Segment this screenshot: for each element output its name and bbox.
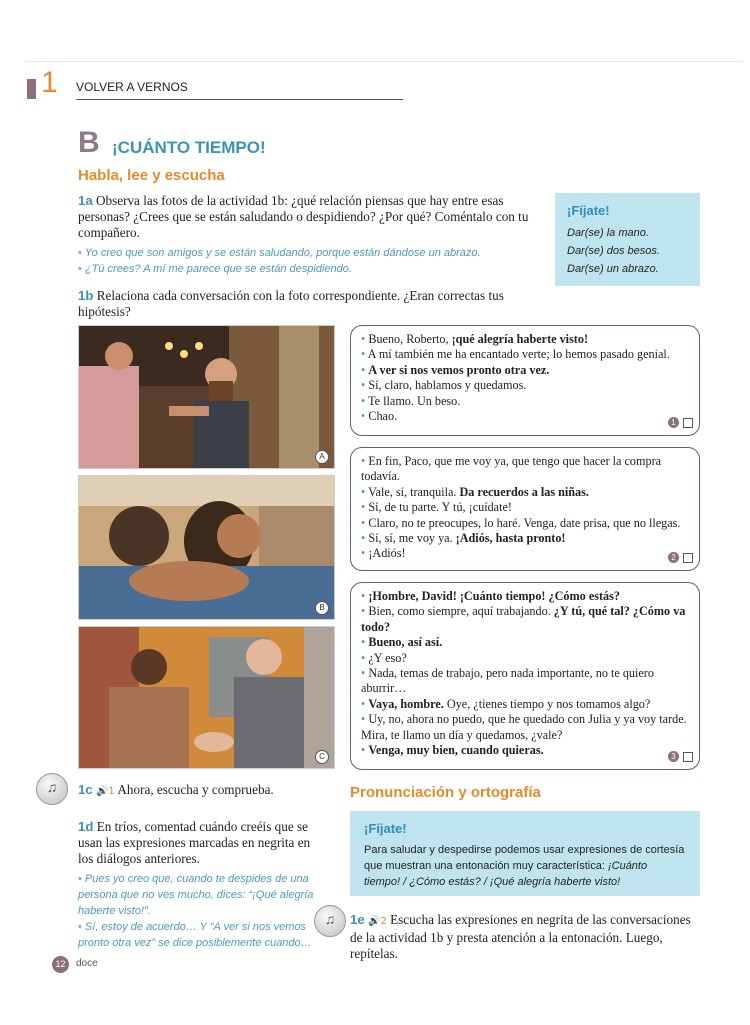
photo-c-image — [79, 627, 335, 769]
example-line: • Sí, estoy de acuerdo… Y “A ver si nos vemos pronto otra vez” se dice posiblemente cuando… — [78, 919, 328, 951]
dialog-answer — [668, 552, 693, 563]
dialog-line: • En fin, Paco, que me voy ya, que tengo que hacer la compra todavía. — [361, 454, 689, 485]
fijate-title: ¡Fíjate! — [364, 821, 407, 836]
dialog-answer — [668, 417, 693, 428]
dialog-3 — [350, 582, 700, 770]
exercise-number: 1a — [78, 193, 93, 208]
fijate-item: Dar(se) dos besos. — [567, 245, 660, 257]
track-number: 2 — [380, 916, 387, 927]
fijate-title: ¡Fíjate! — [567, 203, 610, 218]
page-word: doce — [76, 958, 98, 969]
dialog-line: • A mí también me ha encantado verte; lo hemos pasado genial. — [361, 347, 689, 362]
unit-title: VOLVER A VERNOS — [76, 80, 188, 94]
dialog-line: • A ver si nos vemos pronto otra vez. — [361, 363, 689, 378]
photo-label: B — [315, 601, 329, 615]
dialog-line: • Chao. — [361, 409, 689, 424]
exercise-number: 1c — [78, 782, 93, 797]
exercise-text: Relaciona cada conversación con la foto correspondiente. ¿Eran correctas tus hipótesis? — [78, 288, 504, 319]
dialog-line: • Te llamo. Un beso. — [361, 394, 689, 409]
audio-play-button-1e[interactable] — [314, 905, 346, 937]
dialog-number: 3 — [668, 751, 679, 762]
answer-checkbox[interactable] — [683, 752, 693, 762]
dialog-line: • Vale, sí, tranquila. Da recuerdos a las niñas. — [361, 485, 689, 500]
exercise-1c — [78, 782, 338, 800]
exercise-1d — [78, 819, 328, 867]
dialog-answer — [668, 751, 693, 762]
fijate-item: Dar(se) un abrazo. — [567, 263, 659, 275]
photo-label: C — [315, 750, 329, 764]
example-line: • Yo creo que son amigos y se están saludando, porque están dándose un abrazo. — [78, 245, 538, 261]
dialog-line: • Claro, no te preocupes, lo haré. Venga, date prisa, que no llegas. — [361, 516, 689, 531]
track-number: 1 — [108, 786, 115, 797]
example-list-1a — [78, 245, 538, 277]
dialog-line: • ¡Hombre, David! ¡Cuánto tiempo! ¿Cómo estás? — [361, 589, 689, 604]
answer-checkbox[interactable] — [683, 553, 693, 563]
example-line: • ¿Tú crees? A mí me parece que se están despidiendo. — [78, 261, 538, 277]
section-letter: B — [78, 126, 100, 159]
dialog-line: • Bien, como siempre, aquí trabajando. ¿Y tú, qué tal? ¿Cómo va todo? — [361, 604, 689, 635]
exercise-text: Observa las fotos de la actividad 1b: ¿qué relación piensas que hay entre esas personas? ¿Crees que se están saludando o despidiendo? ¿Por qué? Coméntalo con tu compañero. — [78, 193, 529, 240]
fijate-box — [555, 193, 700, 286]
fijate-box-2 — [350, 811, 700, 896]
dialog-line: • Vaya, hombre. Oye, ¿tienes tiempo y nos tomamos algo? — [361, 697, 689, 712]
exercise-number: 1e — [350, 912, 365, 927]
dialog-line: • Sí, sí, me voy ya. ¡Adiós, hasta pronto! — [361, 531, 689, 546]
exercise-text: En tríos, comentad cuándo creéis que se usan las expresiones marcadas en negrita en los diálogos anteriores. — [78, 819, 311, 866]
dialog-line: • Sí, de tu parte. Y tú, ¡cuídate! — [361, 500, 689, 515]
dialog-number: 1 — [668, 417, 679, 428]
music-note-icon: ♫ — [324, 913, 336, 928]
dialog-line: • Bueno, Roberto, ¡qué alegría haberte visto! — [361, 332, 689, 347]
unit-marker — [27, 79, 36, 99]
dialog-2 — [350, 447, 700, 571]
exercise-1b — [78, 288, 538, 320]
example-list-1d — [78, 871, 328, 951]
page-number: 12 — [52, 956, 69, 973]
answer-checkbox[interactable] — [683, 418, 693, 428]
dialog-1 — [350, 325, 700, 436]
exercise-text: Ahora, escucha y comprueba. — [117, 782, 274, 797]
example-line: • Pues yo creo que, cuando te despides de una persona que no ves mucho, dices: “¡Qué alegría haberte visto!”. — [78, 871, 328, 919]
exercise-number: 1b — [78, 288, 94, 303]
dialog-number: 2 — [668, 552, 679, 563]
photo-b-image — [79, 476, 335, 620]
music-note-icon: ♫ — [46, 781, 58, 796]
unit-number: 1 — [41, 66, 58, 99]
audio-play-button-1c[interactable] — [36, 773, 68, 805]
top-rule — [25, 61, 743, 62]
exercise-number: 1d — [78, 819, 94, 834]
photo-c — [78, 626, 335, 769]
dialog-line: • Venga, muy bien, cuando quieras. — [361, 743, 689, 758]
exercise-text: Escucha las expresiones en negrita de las conversaciones de la actividad 1b y presta atención a la entonación. Luego, repítelas. — [350, 912, 691, 961]
dialog-line: • Uy, no, ahora no puedo, que he quedado con Julia y ya voy tarde. Mira, te llamo un día y quedamos, ¿vale? — [361, 712, 689, 743]
subtitle-pronunciacion: Pronunciación y ortografía — [350, 784, 541, 801]
section-title: ¡CUÁNTO TIEMPO! — [112, 138, 266, 157]
fijate-text: Para saludar y despedirse podemos usar expresiones de cortesía que muestran una entonación muy característica: ¡Cuánto tiempo! / ¿Cómo estás? / ¡Qué alegría haberte visto! — [364, 844, 685, 888]
speaker-icon: 🔊 — [95, 786, 109, 797]
exercise-1a — [78, 193, 538, 241]
dialog-line: • ¡Adiós! — [361, 546, 689, 561]
photo-a-image — [79, 326, 335, 469]
unit-underline — [76, 99, 403, 100]
photo-b — [78, 475, 335, 620]
exercise-1e — [350, 912, 702, 962]
subtitle-habla: Habla, lee y escucha — [78, 167, 225, 184]
dialog-line: • Nada, temas de trabajo, pero nada importante, no te quiero aburrir… — [361, 666, 689, 697]
photo-label: A — [315, 450, 329, 464]
fijate-item: Dar(se) la mano. — [567, 227, 649, 239]
dialog-line: • Sí, claro, hablamos y quedamos. — [361, 378, 689, 393]
photo-a — [78, 325, 335, 469]
dialog-line: • Bueno, así así. — [361, 635, 689, 650]
speaker-icon: 🔊 — [367, 916, 381, 927]
fijate-list — [567, 224, 688, 278]
dialog-line: • ¿Y eso? — [361, 651, 689, 666]
